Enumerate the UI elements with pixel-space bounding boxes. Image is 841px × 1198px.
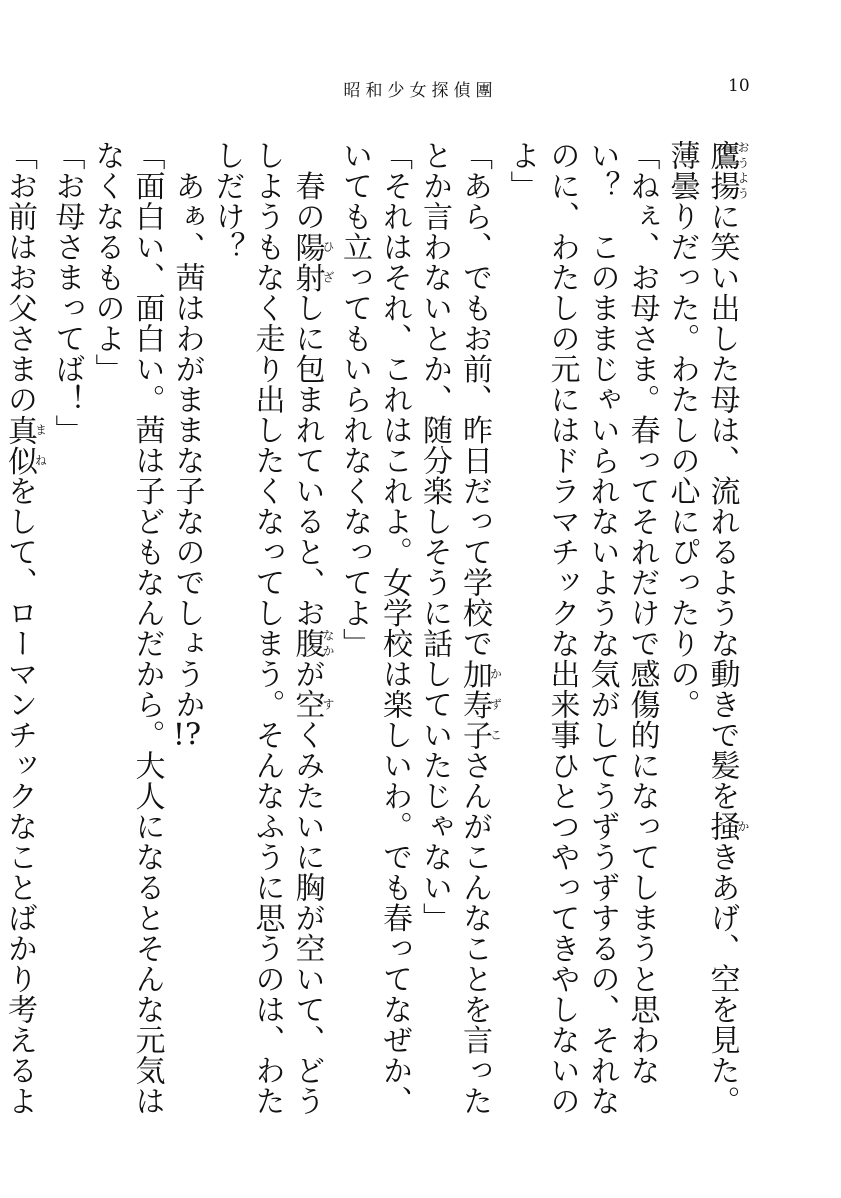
ruby-word (2, 414, 48, 476)
ruby-word (289, 628, 335, 659)
text-run: をして、ローマンチックなことばかり考えるよ (2, 475, 37, 1116)
paragraph (87, 140, 167, 1140)
ruby-base: 真似 (2, 414, 37, 476)
text-run: 春の (289, 140, 325, 232)
ruby-base: 陽射 (289, 231, 325, 293)
paragraph (47, 140, 87, 1140)
page-number: 10 (728, 76, 750, 96)
paragraph (334, 140, 414, 1140)
ruby-base: 空 (289, 689, 325, 720)
text-run: 「お前はお父さまの (2, 140, 37, 415)
paragraph (0, 140, 47, 1140)
text-run: さんがこんなことを言ったとか言わないとか、随分楽しそうに話していたじゃない」 (417, 140, 492, 1116)
ruby-base: 加寿子 (457, 658, 492, 750)
text-run: しに包まれていると、お (289, 292, 325, 628)
text-run: 「ねぇ、お母さま。春ってそれだけで感傷的になってしまうと思わない？ このままじゃいられないような気がしてうずうずするの、それなのに、わたしの元にはドラマチックな出来事ひとつやってきやしないのよ」 (504, 140, 660, 1116)
ruby-reading: おうよう (736, 140, 750, 201)
upright-punctuation: !? (172, 719, 202, 750)
ruby-word (704, 140, 750, 201)
ruby-base: 腹 (289, 628, 325, 659)
paragraph (414, 140, 502, 1140)
ruby-reading: かずこ (488, 658, 503, 750)
text-run: に笑い出した母は、流れるような動きで髪を (704, 201, 740, 811)
text-run: あぁ、茜はわがままな子なのでしょうか (169, 140, 205, 720)
paragraph (662, 140, 702, 1140)
paragraph (502, 140, 662, 1140)
ruby-base: 掻 (704, 811, 740, 842)
ruby-reading: なか (321, 628, 335, 659)
text-run: が (289, 658, 325, 689)
text-run: 「面白い、面白い。茜は子どもなんだから。大人になるとそんな元気はなくなるものよ」 (89, 140, 165, 1116)
ruby-word (704, 811, 750, 842)
text-run: 薄曇りだった。わたしの心にぴったりの。 (664, 140, 700, 720)
text-run: きあげ、空を見た。 (704, 841, 740, 1116)
text-run: 「それはそれ、これはこれよ。女学校は楽しいわ。でも春ってなぜか、いても立ってもいられなくなってよ」 (337, 140, 412, 1116)
paragraph (207, 140, 335, 1140)
paragraph (167, 140, 207, 1140)
ruby-reading: か (736, 811, 750, 842)
ruby-word (289, 689, 335, 720)
ruby-reading: す (321, 689, 335, 720)
text-run: 「あら、でもお前、昨日だって学校で (457, 140, 492, 659)
text-run: 「お母さまってば！」 (49, 140, 85, 445)
ruby-word (289, 231, 335, 293)
ruby-base: 鷹揚 (704, 140, 740, 201)
vertical-body-text (2, 140, 750, 1140)
ruby-reading: まね (33, 414, 48, 476)
paragraph (702, 140, 750, 1140)
ruby-reading: ひざ (321, 231, 335, 293)
ruby-word (457, 658, 503, 751)
running-header-title: 昭和少女探偵團 (343, 81, 498, 101)
text-run: くみたいに胸が空いて、どうしようもなく走り出したくなってしまう。そんなふうに思うのは、わたしだけ？ (209, 140, 325, 1116)
